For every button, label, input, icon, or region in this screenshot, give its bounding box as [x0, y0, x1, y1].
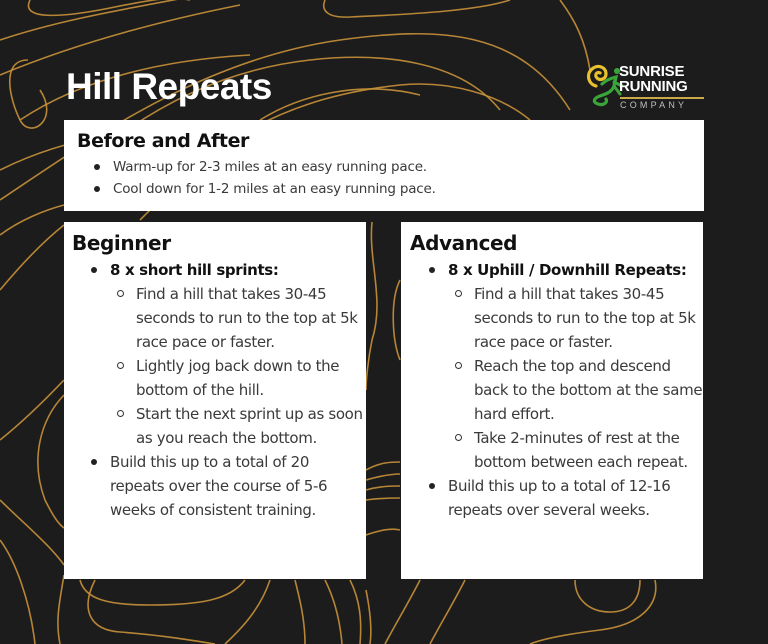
advanced-sub-list	[452, 282, 703, 474]
advanced-main-item	[426, 258, 703, 474]
logo-divider	[620, 97, 704, 99]
sunrise-running-company-logo	[584, 62, 709, 112]
advanced-card	[401, 222, 703, 579]
before-and-after-heading: Before and After	[77, 130, 250, 152]
list-item: Lightly jog back down to the bottom of the hill.	[114, 354, 366, 402]
advanced-list	[426, 258, 703, 522]
list-item: Find a hill that takes 30-45 seconds to run to the top at 5k race pace or faster.	[114, 282, 366, 354]
beginner-card	[64, 222, 366, 579]
list-item: Reach the top and descend back to the bottom at the same hard effort.	[452, 354, 703, 426]
beginner-sub-list	[114, 282, 366, 450]
advanced-closing-item: Build this up to a total of 12-16 repeats over several weeks.	[426, 474, 703, 522]
advanced-heading: Advanced	[410, 231, 518, 255]
beginner-main-item	[88, 258, 366, 450]
list-item: Start the next sprint up as soon as you reach the bottom.	[114, 402, 366, 450]
logo-wordmark	[619, 64, 688, 94]
list-item: Cool down for 1-2 miles at an easy running pace.	[91, 178, 704, 200]
before-and-after-card	[64, 120, 704, 211]
beginner-heading: Beginner	[72, 231, 171, 255]
logo-line-running: RUNNING	[619, 78, 688, 95]
list-item: Take 2-minutes of rest at the bottom between each repeat.	[452, 426, 703, 474]
beginner-closing-item: Build this up to a total of 20 repeats over the course of 5-6 weeks of consistent training.	[88, 450, 366, 522]
logo-line-company: COMPANY	[620, 100, 688, 110]
list-item: Warm-up for 2-3 miles at an easy running pace.	[91, 156, 704, 178]
before-and-after-list	[91, 156, 704, 200]
logo-line-sunrise: SUNRISE	[619, 63, 685, 80]
page-title: Hill Repeats	[66, 66, 272, 107]
beginner-list	[88, 258, 366, 522]
list-item: Find a hill that takes 30-45 seconds to run to the top at 5k race pace or faster.	[452, 282, 703, 354]
advanced-main-item-label: 8 x Uphill / Downhill Repeats:	[448, 261, 687, 279]
beginner-main-item-label: 8 x short hill sprints:	[110, 261, 279, 279]
